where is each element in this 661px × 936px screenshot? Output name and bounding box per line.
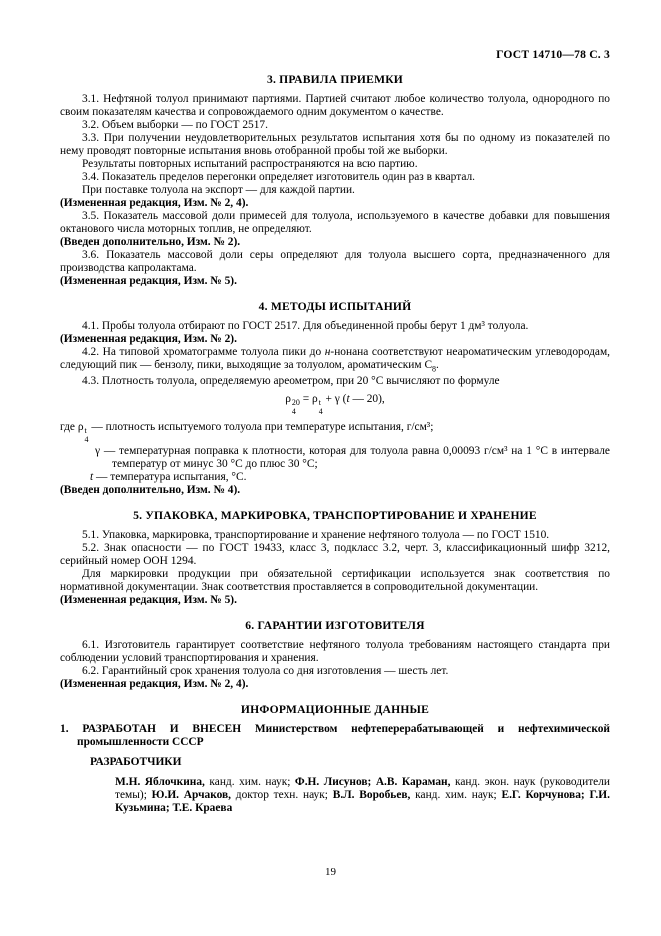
section-heading: 6. ГАРАНТИИ ИЗГОТОВИТЕЛЯ	[245, 618, 425, 632]
section-heading: ИНФОРМАЦИОННЫЕ ДАННЫЕ	[240, 702, 430, 716]
paragraph: 4.2. На типовой хроматограмме толуола пики до н-нонана соответствуют неароматическим углеводородам, следующий пик — бензолу, пики, выходящие за толуолом, ароматическим $С_8$.	[60, 346, 610, 374]
section-heading: 3. ПРАВИЛА ПРИЕМКИ	[266, 73, 404, 86]
amendment-note: (Введен дополнительно, Изм. № 2).	[60, 236, 241, 248]
paragraph: Результаты повторных испытаний распространяются на всю партию.	[82, 158, 418, 170]
paragraph: 3.3. При получении неудовлетворительных результатов испытания хотя бы по одному из показателей по нему проводят повторные испытания вновь отобранной пробы той же выборки.	[60, 132, 610, 157]
density-formula: ρ 20 4 = ρ t 4 + γ (t — 20),	[285, 393, 385, 417]
paragraph: Для маркировки продукции при обязательной сертификации используется знак соответствия по нормативной документации. Знак соответствия проставляется в сопроводительной документации.	[60, 567, 610, 593]
amendment-note: (Введен дополнительно, Изм. № 4).	[60, 483, 241, 496]
definition-t: t — температура испытания, °С.	[90, 470, 247, 483]
paragraph: 3.1. Нефтяной толуол принимают партиями. Партией считают любое количество толуола, однородного по своим показателям качества и сопровождаемого одним документом о качестве.	[60, 93, 610, 118]
amendment-note: (Измененная редакция, Изм. № 2).	[60, 333, 237, 345]
amendment-note: (Измененная редакция, Изм. № 2, 4).	[60, 677, 249, 690]
amendment-note: (Измененная редакция, Изм. № 2, 4).	[60, 197, 249, 209]
paragraph: где ρ t 4 — плотность испытуемого толуола при температуре испытания, г/см³;	[60, 421, 434, 444]
paragraph: 4.3. Плотность толуола, определяемую ареометром, при 20 °С вычисляют по формуле	[82, 375, 500, 388]
developers-heading: РАЗРАБОТЧИКИ	[90, 755, 182, 768]
paragraph: 5.1. Упаковка, маркировка, транспортирование и хранение нефтяного толуола — по ГОСТ 1510.	[82, 528, 550, 541]
paragraph: 3.5. Показатель массовой доли примесей для толуола, используемого в качестве добавки для повышения октанового числа моторных топлив, не определяют.	[60, 210, 610, 235]
info-item: 1. РАЗРАБОТАН И ВНЕСЕН Министерством нефтеперерабатывающей и нефтехимической промышленности СССР	[60, 722, 610, 748]
document-header: ГОСТ 14710—78 С. 3	[496, 48, 610, 61]
sub-sup-symbol: ρ t 4	[312, 393, 323, 417]
developers-list: М.Н. Яблочкина, канд. хим. наук; Ф.Н. Лисунов; А.В. Караман, канд. экон. наук (руководители темы); Ю.И. Арчаков, доктор техн. наук; В.Л. Воробьев, канд. хим. наук; Е.Г. Корчунова; Г.И. Кузьмина; Т.Е. Краева	[115, 775, 611, 814]
amendment-note: (Измененная редакция, Изм. № 5).	[60, 275, 237, 287]
definition-gamma: γ — температурная поправка к плотности, которая для толуола равна 0,00093 г/см³ на 1 °С в интервале температур от минус 30 °С до плюс 30 °С;	[95, 444, 610, 470]
page-number: 19	[325, 866, 336, 878]
paragraph: 3.4. Показатель пределов перегонки определяет изготовитель один раз в квартал.	[82, 171, 476, 183]
paragraph: 6.1. Изготовитель гарантирует соответствие нефтяного толуола требованиям настоящего стандарта при соблюдении условий транспортирования и хранения.	[60, 638, 610, 664]
paragraph: 4.1. Пробы толуола отбирают по ГОСТ 2517. Для объединенной пробы берут 1 дм³ толуола.	[82, 320, 529, 332]
document-body	[60, 73, 610, 815]
section-heading: 5. УПАКОВКА, МАРКИРОВКА, ТРАНСПОРТИРОВАНИЕ И ХРАНЕНИЕ	[133, 508, 537, 522]
paragraph: При поставке толуола на экспорт — для каждой партии.	[82, 184, 355, 196]
paragraph: 3.6. Показатель массовой доли серы определяют для толуола высшего сорта, предназначенного для производства капролактама.	[60, 249, 610, 274]
sub-sup-symbol: ρ 20 4	[285, 393, 300, 417]
amendment-note: (Измененная редакция, Изм. № 5).	[60, 593, 237, 606]
section-heading: 4. МЕТОДЫ ИСПЫТАНИЙ	[258, 300, 412, 313]
paragraph: 5.2. Знак опасности — по ГОСТ 19433, класс 3, подкласс 3.2, черт. 3, классификационный шифр 3212, серийный номер ООН 1294.	[60, 541, 610, 567]
paragraph: 3.2. Объем выборки — по ГОСТ 2517.	[82, 119, 268, 131]
paragraph: 6.2. Гарантийный срок хранения толуола со дня изготовления — шесть лет.	[82, 664, 449, 677]
sub-sup-symbol: ρ t 4	[77, 421, 89, 444]
